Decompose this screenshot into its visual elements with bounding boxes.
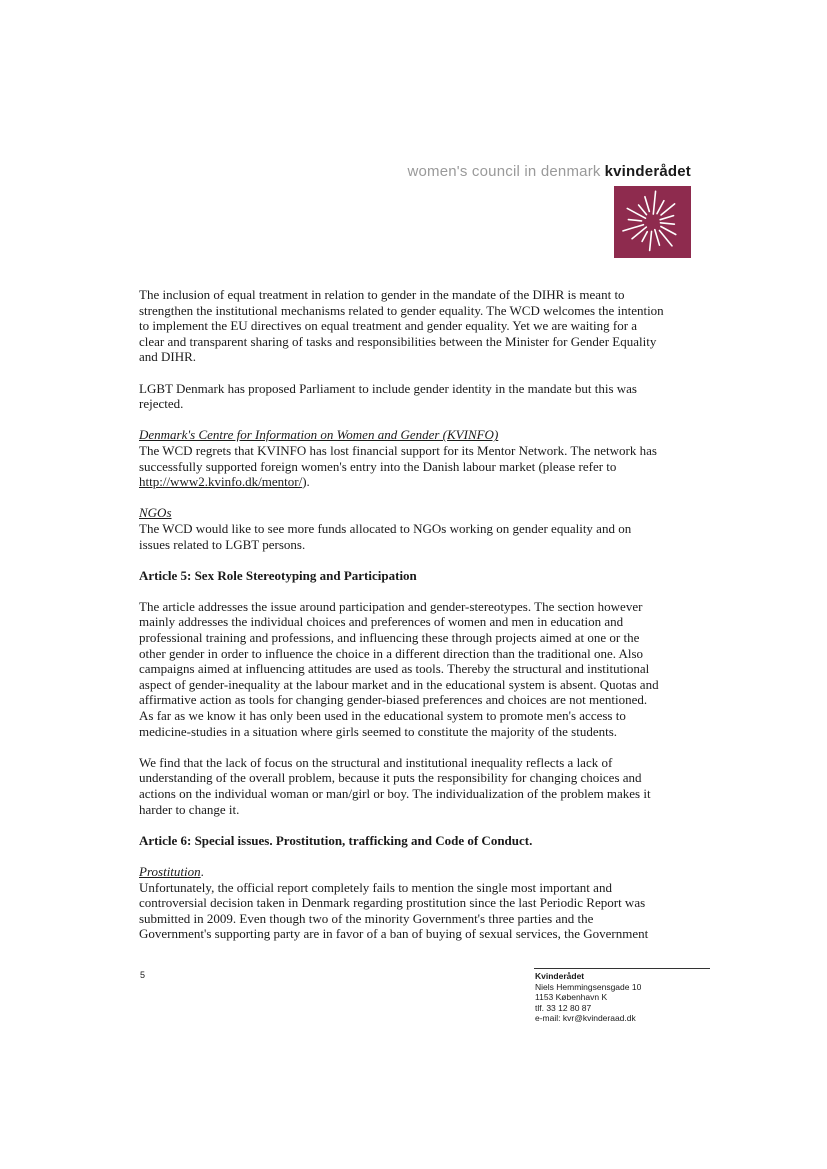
page-number: 5	[140, 970, 146, 980]
sunburst-ray	[659, 231, 672, 246]
paragraph-lgbt-proposal: LGBT Denmark has proposed Parliament to include gender identity in the mandate but this was rejected.	[139, 380, 637, 412]
paragraph-kvinfo	[139, 443, 664, 490]
footer-organization-name: Kvinderådet	[535, 971, 585, 981]
organization-wordmark	[407, 163, 691, 180]
sunburst-ray	[653, 191, 655, 214]
paragraph-dihr-mandate: The inclusion of equal treatment in relation to gender in the mandate of the DIHR is meant to strengthen the institutional mechanisms related to gender equality. The WCD welcomes the intention to implement the EU directives on equal treatment and gender equality. Yet we are waiting for a clear and transparent sharing of tasks and responsibilities between the Minister for Gender Equality and DIHR.	[139, 287, 664, 365]
sunburst-ray	[650, 231, 652, 250]
paragraph-article-5-conclusion: We find that the lack of focus on the structural and institutional inequality reflects a lack of understanding of the overall problem, because it puts the responsibility for changing choices and actions on the individual woman or man/girl or boy. The individualization of the problem makes it harder to change it.	[139, 754, 651, 817]
footer-contact	[535, 971, 641, 1024]
paragraph-ngos: The WCD would like to see more funds allocated to NGOs working on gender equality and on issues related to LGBT persons.	[139, 520, 632, 552]
section-heading-kvinfo	[139, 427, 664, 443]
organization-logo	[614, 186, 691, 258]
footer-street: Niels Hemmingsensgade 10	[535, 981, 642, 992]
footer-divider	[534, 968, 710, 969]
prostitution-heading-dot: .	[200, 863, 204, 879]
footer-email: e-mail: kvr@kvinderaad.dk	[535, 1013, 636, 1023]
sunburst-ray	[645, 197, 649, 212]
sunburst-ray	[655, 230, 660, 246]
sunburst-ray	[661, 226, 676, 234]
kvinfo-mentor-link[interactable]: http://www2.kvinfo.dk/mentor/	[139, 474, 303, 490]
sunburst-ray	[657, 201, 664, 214]
document-body	[139, 287, 664, 958]
section-heading-ngos	[139, 505, 664, 521]
sunburst-ray	[660, 223, 674, 224]
ngos-heading-text: NGOs	[139, 505, 172, 521]
article-6-heading: Article 6: Special issues. Prostitution, trafficking and Code of Conduct.	[139, 832, 533, 848]
section-heading-prostitution	[139, 864, 664, 880]
sunburst-ray	[639, 205, 647, 215]
footer-phone: tlf. 33 12 80 87	[535, 1002, 592, 1013]
kvinfo-heading-text: Denmark's Centre for Information on Women and Gender (KVINFO)	[139, 427, 499, 443]
sunburst-ray	[623, 225, 643, 231]
paragraph-prostitution: Unfortunately, the official report completely fails to mention the single most important and controversial decision taken in Denmark regarding prostitution since the last Periodic Report was submitted in 2009. Even though two of the minority Government's three parties and the Government's supporting party are in favor of a ban of buying of sexual services, the Government	[139, 879, 649, 942]
paragraph-article-5-analysis: The article addresses the issue around participation and gender-stereotypes. The section however mainly addresses the individual choices and preferences of women and men in education and professional training and professions, and influencing these through projects aimed at one or the other gender in order to influence the choice in a different direction than the traditional one. Also campaigns aimed at influencing attitudes are used as tools. Thereby the structural and institutional aspect of gender-inequality at the labour market and in the educational system is absent. Quotas and affirmative action as tools for changing gender-biased preferences and choices are not mentioned. As far as we know it has only been used in the educational system to promote men's access to medicine-studies in a situation where girls seemed to constitute the majority of the students.	[139, 598, 659, 739]
article-5-heading: Article 5: Sex Role Stereotyping and Participation	[139, 567, 417, 583]
kvinfo-text-tail: ).	[302, 474, 310, 490]
organization-name-danish: kvinderådet	[604, 163, 691, 180]
organization-name-english: women's council in denmark	[407, 163, 601, 180]
sunburst-icon	[614, 186, 691, 258]
kvinfo-text: The WCD regrets that KVINFO has lost financial support for its Mentor Network. The network has successfully supported foreign women's entry into the Danish labour market (please refer to	[139, 442, 657, 474]
footer-city: 1153 København K	[535, 992, 608, 1002]
prostitution-heading-text: Prostitution	[139, 863, 201, 879]
sunburst-ray	[628, 220, 641, 221]
sunburst-ray	[642, 232, 647, 242]
sunburst-ray	[660, 216, 673, 220]
sunburst-ray	[661, 204, 675, 215]
